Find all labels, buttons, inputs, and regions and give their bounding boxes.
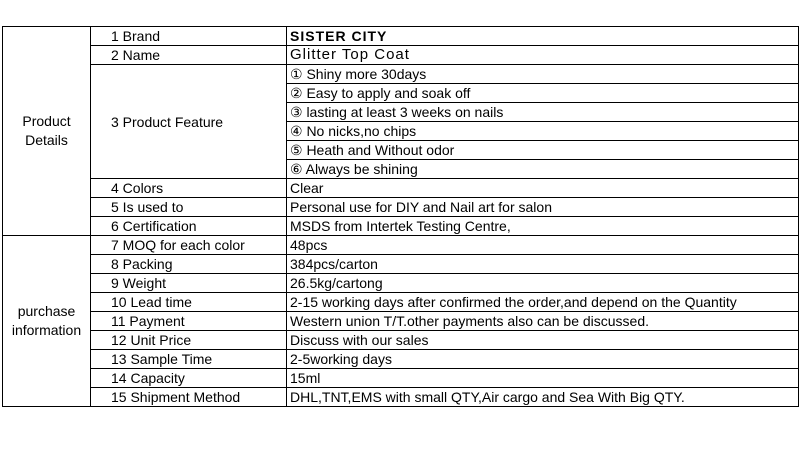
brand-label: 1 Brand [91,27,287,46]
table-row [3,331,799,350]
section-purchase-information: purchase information [3,236,91,407]
payment-value: Western union T/T.other payments also can be discussed. [287,312,799,331]
product-spec-table [2,26,799,407]
table-row [3,274,799,293]
lead-time-label: 10 Lead time [91,293,287,312]
table-row [3,46,799,65]
moq-value: 48pcs [287,236,799,255]
lead-time-value: 2-15 working days after confirmed the order,and depend on the Quantity [287,293,799,312]
packing-value: 384pcs/carton [287,255,799,274]
feature-value-5: ⑤ Heath and Without odor [287,141,799,160]
brand-value: SISTER CITY [287,27,799,46]
sample-time-value: 2-5working days [287,350,799,369]
capacity-value: 15ml [287,369,799,388]
table-row [3,236,799,255]
table-row [3,27,799,46]
weight-value: 26.5kg/cartong [287,274,799,293]
used-to-label: 5 Is used to [91,198,287,217]
feature-value-2: ② Easy to apply and soak off [287,84,799,103]
name-label: 2 Name [91,46,287,65]
colors-label: 4 Colors [91,179,287,198]
certification-value: MSDS from Intertek Testing Centre, [287,217,799,236]
packing-label: 8 Packing [91,255,287,274]
table-row [3,217,799,236]
shipment-method-label: 15 Shipment Method [91,388,287,407]
capacity-label: 14 Capacity [91,369,287,388]
table-row [3,255,799,274]
table-row [3,65,799,84]
feature-value-3: ③ lasting at least 3 weeks on nails [287,103,799,122]
table-row [3,388,799,407]
moq-label: 7 MOQ for each color [91,236,287,255]
product-feature-label: 3 Product Feature [91,65,287,179]
table-row [3,369,799,388]
feature-value-4: ④ No nicks,no chips [287,122,799,141]
table-row [3,293,799,312]
weight-label: 9 Weight [91,274,287,293]
certification-label: 6 Certification [91,217,287,236]
used-to-value: Personal use for DIY and Nail art for salon [287,198,799,217]
payment-label: 11 Payment [91,312,287,331]
table-row [3,350,799,369]
feature-value-1: ① Shiny more 30days [287,65,799,84]
feature-value-6: ⑥ Always be shining [287,160,799,179]
table-row [3,198,799,217]
sample-time-label: 13 Sample Time [91,350,287,369]
table-row [3,179,799,198]
section-product-details: Product Details [3,27,91,236]
shipment-method-value: DHL,TNT,EMS with small QTY,Air cargo and Sea With Big QTY. [287,388,799,407]
unit-price-value: Discuss with our sales [287,331,799,350]
table-row [3,312,799,331]
name-value: Glitter Top Coat [287,46,799,65]
colors-value: Clear [287,179,799,198]
unit-price-label: 12 Unit Price [91,331,287,350]
